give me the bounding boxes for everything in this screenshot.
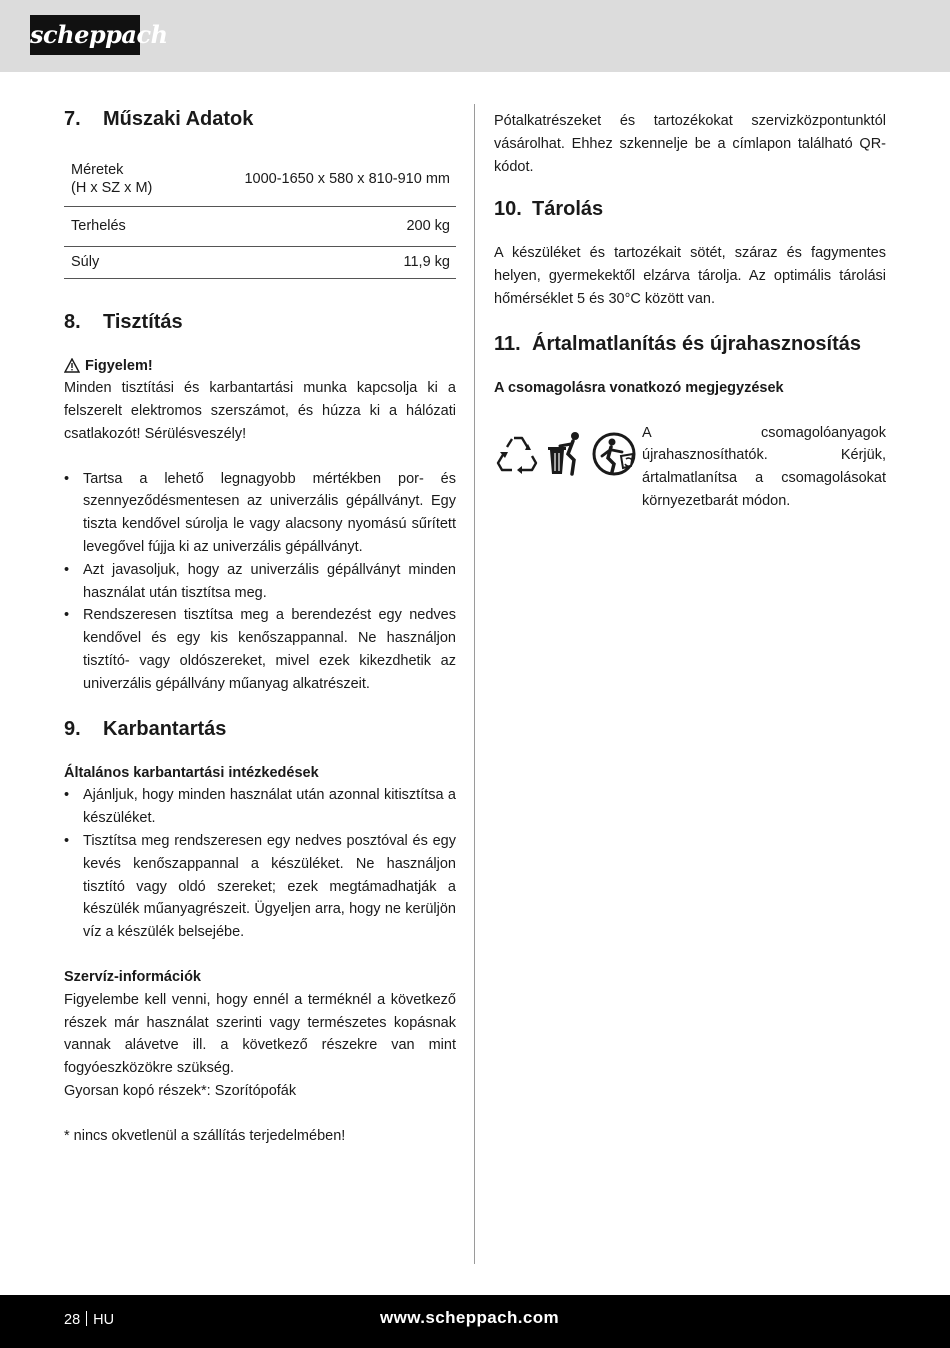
list-item: • Rendszeresen tisztítsa meg a berendezést egy nedves kendővel és egy kis kenőszappannal. Ne használjon tisztító- vagy oldószereket, mivel ezek kikezdhetik az univerzális gépállvány műanyag alkatrészeit. bbox=[64, 604, 456, 695]
footer-bar bbox=[0, 1295, 950, 1348]
packaging-subtitle: A csomagolásra vonatkozó megjegyzések bbox=[494, 379, 784, 396]
section-7-heading: 7. Műszaki Adatok bbox=[64, 108, 254, 130]
warning-heading: Figyelem! bbox=[64, 355, 456, 378]
service-info-text: Figyelembe kell venni, hogy ennél a terméknél a következő részek már használat szerinti vagy természetes kopásnak vannak alávetve ill. a következő részekre van mint fogyóeszközökre szükség. bbox=[64, 991, 456, 1077]
section-9-heading: 9. Karbantartás bbox=[64, 717, 227, 740]
section-10-heading: 10. Tárolás bbox=[494, 198, 604, 221]
website-link[interactable]: www.scheppach.com bbox=[380, 1308, 560, 1327]
list-item: • Ajánljuk, hogy minden használat után azonnal kitisztítsa a készüléket. bbox=[64, 784, 456, 830]
page-separator bbox=[86, 1311, 87, 1326]
list-item: • Tisztítsa meg rendszeresen egy nedves posztóval és egy kevés kenőszappannal a készüléket. Ne használjon tisztító vagy oldó szereket; ezek megtámadhatják a készülék műanyagrészeit. Ügyeljen arra, hogy ne kerüljön víz a készülék belsejébe. bbox=[64, 830, 456, 944]
spare-parts-text: Pótalkatrészeket és tartozékokat szervizközpontunktól vásárolhat. Ehhez szkennelje be a címlapon található QR-kódot. bbox=[494, 113, 886, 175]
spec-label: Terhelés bbox=[71, 218, 126, 234]
waste-bin-icon bbox=[546, 430, 586, 478]
spec-row bbox=[64, 246, 456, 278]
spec-value: 1000-1650 x 580 x 810-910 mm bbox=[244, 170, 450, 187]
storage-text: A készüléket és tartozékait sötét, száraz és fagymentes helyen, gyermekektől elzárva tárolja. Az optimális tárolási hőmérséklet 5 és 30°C között van. bbox=[494, 245, 886, 307]
warning-icon bbox=[64, 358, 80, 373]
maintenance-list bbox=[64, 784, 456, 944]
column-divider bbox=[474, 104, 475, 1264]
section-11-heading: 11. Ártalmatlanítás és újrahasznosítás bbox=[494, 332, 862, 355]
spec-value: 11,9 kg bbox=[403, 254, 450, 270]
service-info-title: Szervíz-információk bbox=[64, 969, 201, 986]
spec-value: 200 kg bbox=[406, 218, 450, 234]
wear-parts-text: Gyorsan kopó részek*: Szorítópofák bbox=[64, 1083, 297, 1100]
spec-row bbox=[64, 152, 456, 206]
spec-table bbox=[64, 152, 456, 279]
footnote: * nincs okvetlenül a szállítás terjedelmében! bbox=[64, 1127, 346, 1144]
cleaning-list bbox=[64, 468, 456, 696]
list-item: • Azt javasoljuk, hogy az univerzális gépállványt minden használat után tisztítsa meg. bbox=[64, 559, 456, 605]
tidyman-icon bbox=[590, 430, 638, 478]
header-bar bbox=[0, 0, 950, 72]
section-8-heading: 8. Tisztítás bbox=[64, 310, 183, 333]
spec-row bbox=[64, 206, 456, 246]
packaging-block bbox=[494, 422, 886, 513]
packaging-text: A csomagolóanyagok újrahasznosíthatók. Kérjük, ártalmatlanítsa a csomagolásokat környezetbarát módon. bbox=[642, 424, 886, 509]
disposal-icons bbox=[494, 430, 642, 513]
list-item: • Tartsa a lehető legnagyobb mértékben por- és szennyeződésmentesen az univerzális gépállványt. Egy tiszta kendővel súrolja le vagy alacsony nyomású sűrített levegővel fújja ki az univerzális gépállványt. bbox=[64, 468, 456, 559]
brand-logo: scheppach bbox=[30, 15, 140, 55]
right-column bbox=[494, 110, 886, 513]
left-column bbox=[64, 100, 456, 1148]
warning-text: Minden tisztítási és karbantartási munka kapcsolja ki a felszerelt elektromos szerszámot, és húzza ki a hálózati csatlakozót! Sérülésveszély! bbox=[64, 380, 456, 442]
maintenance-subtitle: Általános karbantartási intézkedések bbox=[64, 764, 319, 781]
spec-label: Súly bbox=[71, 254, 100, 270]
spec-label: Méretek (H x SZ x M) bbox=[71, 161, 153, 196]
page-number: 28 HU bbox=[64, 1312, 115, 1328]
recycle-icon bbox=[494, 430, 542, 478]
